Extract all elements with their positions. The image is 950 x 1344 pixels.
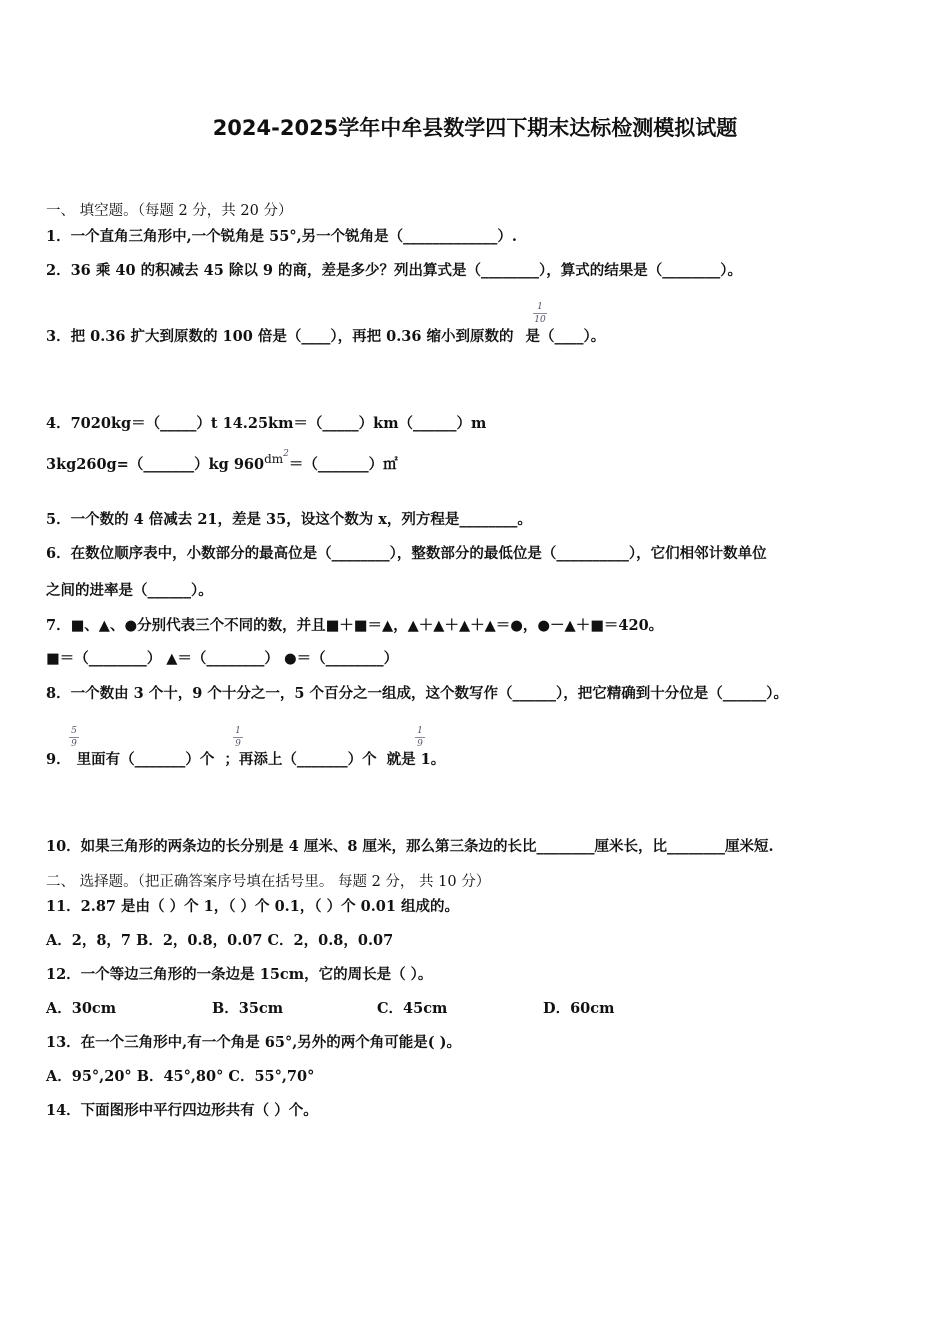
fraction-five-ninths: 5 9: [69, 726, 79, 749]
section-2-heading: 二、 选择题。（把正确答案序号填在括号里。 每题 2 分， 共 10 分）: [46, 874, 491, 890]
question-11-options: A．2，8，7 B．2，0.8，0.07 C．2，0.8，0.07: [46, 932, 394, 949]
question-6-line-1: 6．在数位顺序表中，小数部分的最高位是（________），整数部分的最低位是（__________），它们相邻计数单位: [46, 545, 767, 562]
question-2: 2．36 乘 40 的积减去 45 除以 9 的商，差是多少？列出算式是（________），算式的结果是（________）。: [46, 262, 743, 279]
fraction-one-tenth: 1 10: [534, 302, 546, 325]
question-12-option-d: D．60cm: [543, 1000, 615, 1017]
question-13: 13．在一个三角形中,有一个角是 65°,另外的两个角可能是( )。: [46, 1034, 462, 1051]
question-5: 5．一个数的 4 倍减去 21，差是 35，设这个数为 x，列方程是________。: [46, 511, 532, 528]
unit-superscript: 2: [283, 449, 289, 459]
fraction-one-ninth-a: 1 9: [233, 726, 243, 749]
question-1: 1．一个直角三角形中,一个锐角是 55°,另一个锐角是（_____________）.: [46, 228, 517, 245]
question-12-option-a: A．30cm: [46, 1000, 117, 1017]
question-13-options: A．95°,20° B．45°,80° C．55°,70°: [46, 1068, 315, 1085]
question-7-line-1: 7．■、▲、●分别代表三个不同的数，并且■＋■＝▲，▲＋▲＋▲＋▲＝●，●－▲＋■＝420。: [46, 617, 664, 634]
question-12-option-c: C．45cm: [377, 1000, 448, 1017]
question-4-line-2: 3kg260g=（_______）kg $960^{dm2}=(\_\_\_\_\_\_\_)㎡$: [46, 449, 398, 473]
question-3-text-b: 是（____）。: [525, 328, 606, 345]
question-3-text-a: 3．把 0.36 扩大到原数的 100 倍是（____），再把 0.36 缩小到原数的: [46, 328, 514, 345]
question-4-line-1: 4．7020kg＝（_____）t 14.25km＝（_____）km（______）m: [46, 415, 487, 432]
question-11: 11．2.87 是由（ ）个 1，（ ）个 0.1，（ ）个 0.01 组成的。: [46, 898, 460, 915]
question-3: [46, 327, 605, 347]
question-9: 9． 里面有（_______）个 ；再添上（_______）个 就是 1。: [46, 751, 446, 768]
question-14: 14．下面图形中平行四边形共有（ ）个。: [46, 1102, 318, 1119]
question-12-option-b: B．35cm: [212, 1000, 284, 1017]
page-title: 2024-2025学年中牟县数学四下期末达标检测模拟试题: [212, 116, 738, 140]
question-8: 8．一个数由 3 个十，9 个十分之一，5 个百分之一组成，这个数写作（______），把它精确到十分位是（______）。: [46, 685, 789, 702]
question-10: 10．如果三角形的两条边的长分别是 4 厘米、8 厘米，那么第三条边的长比________厘米长，比________厘米短.: [46, 838, 774, 855]
question-7-line-2: ■＝（________） ▲＝（________） ●＝（________）: [46, 650, 399, 667]
question-12: 12．一个等边三角形的一条边是 15cm，它的周长是（ ）。: [46, 966, 433, 983]
fraction-one-ninth-b: 1 9: [415, 726, 425, 749]
unit-dm: dm: [264, 452, 284, 466]
section-1-heading: 一、 填空题。（每题 2 分，共 20 分）: [46, 203, 293, 219]
question-6-line-2: 之间的进率是（______）。: [46, 582, 213, 599]
